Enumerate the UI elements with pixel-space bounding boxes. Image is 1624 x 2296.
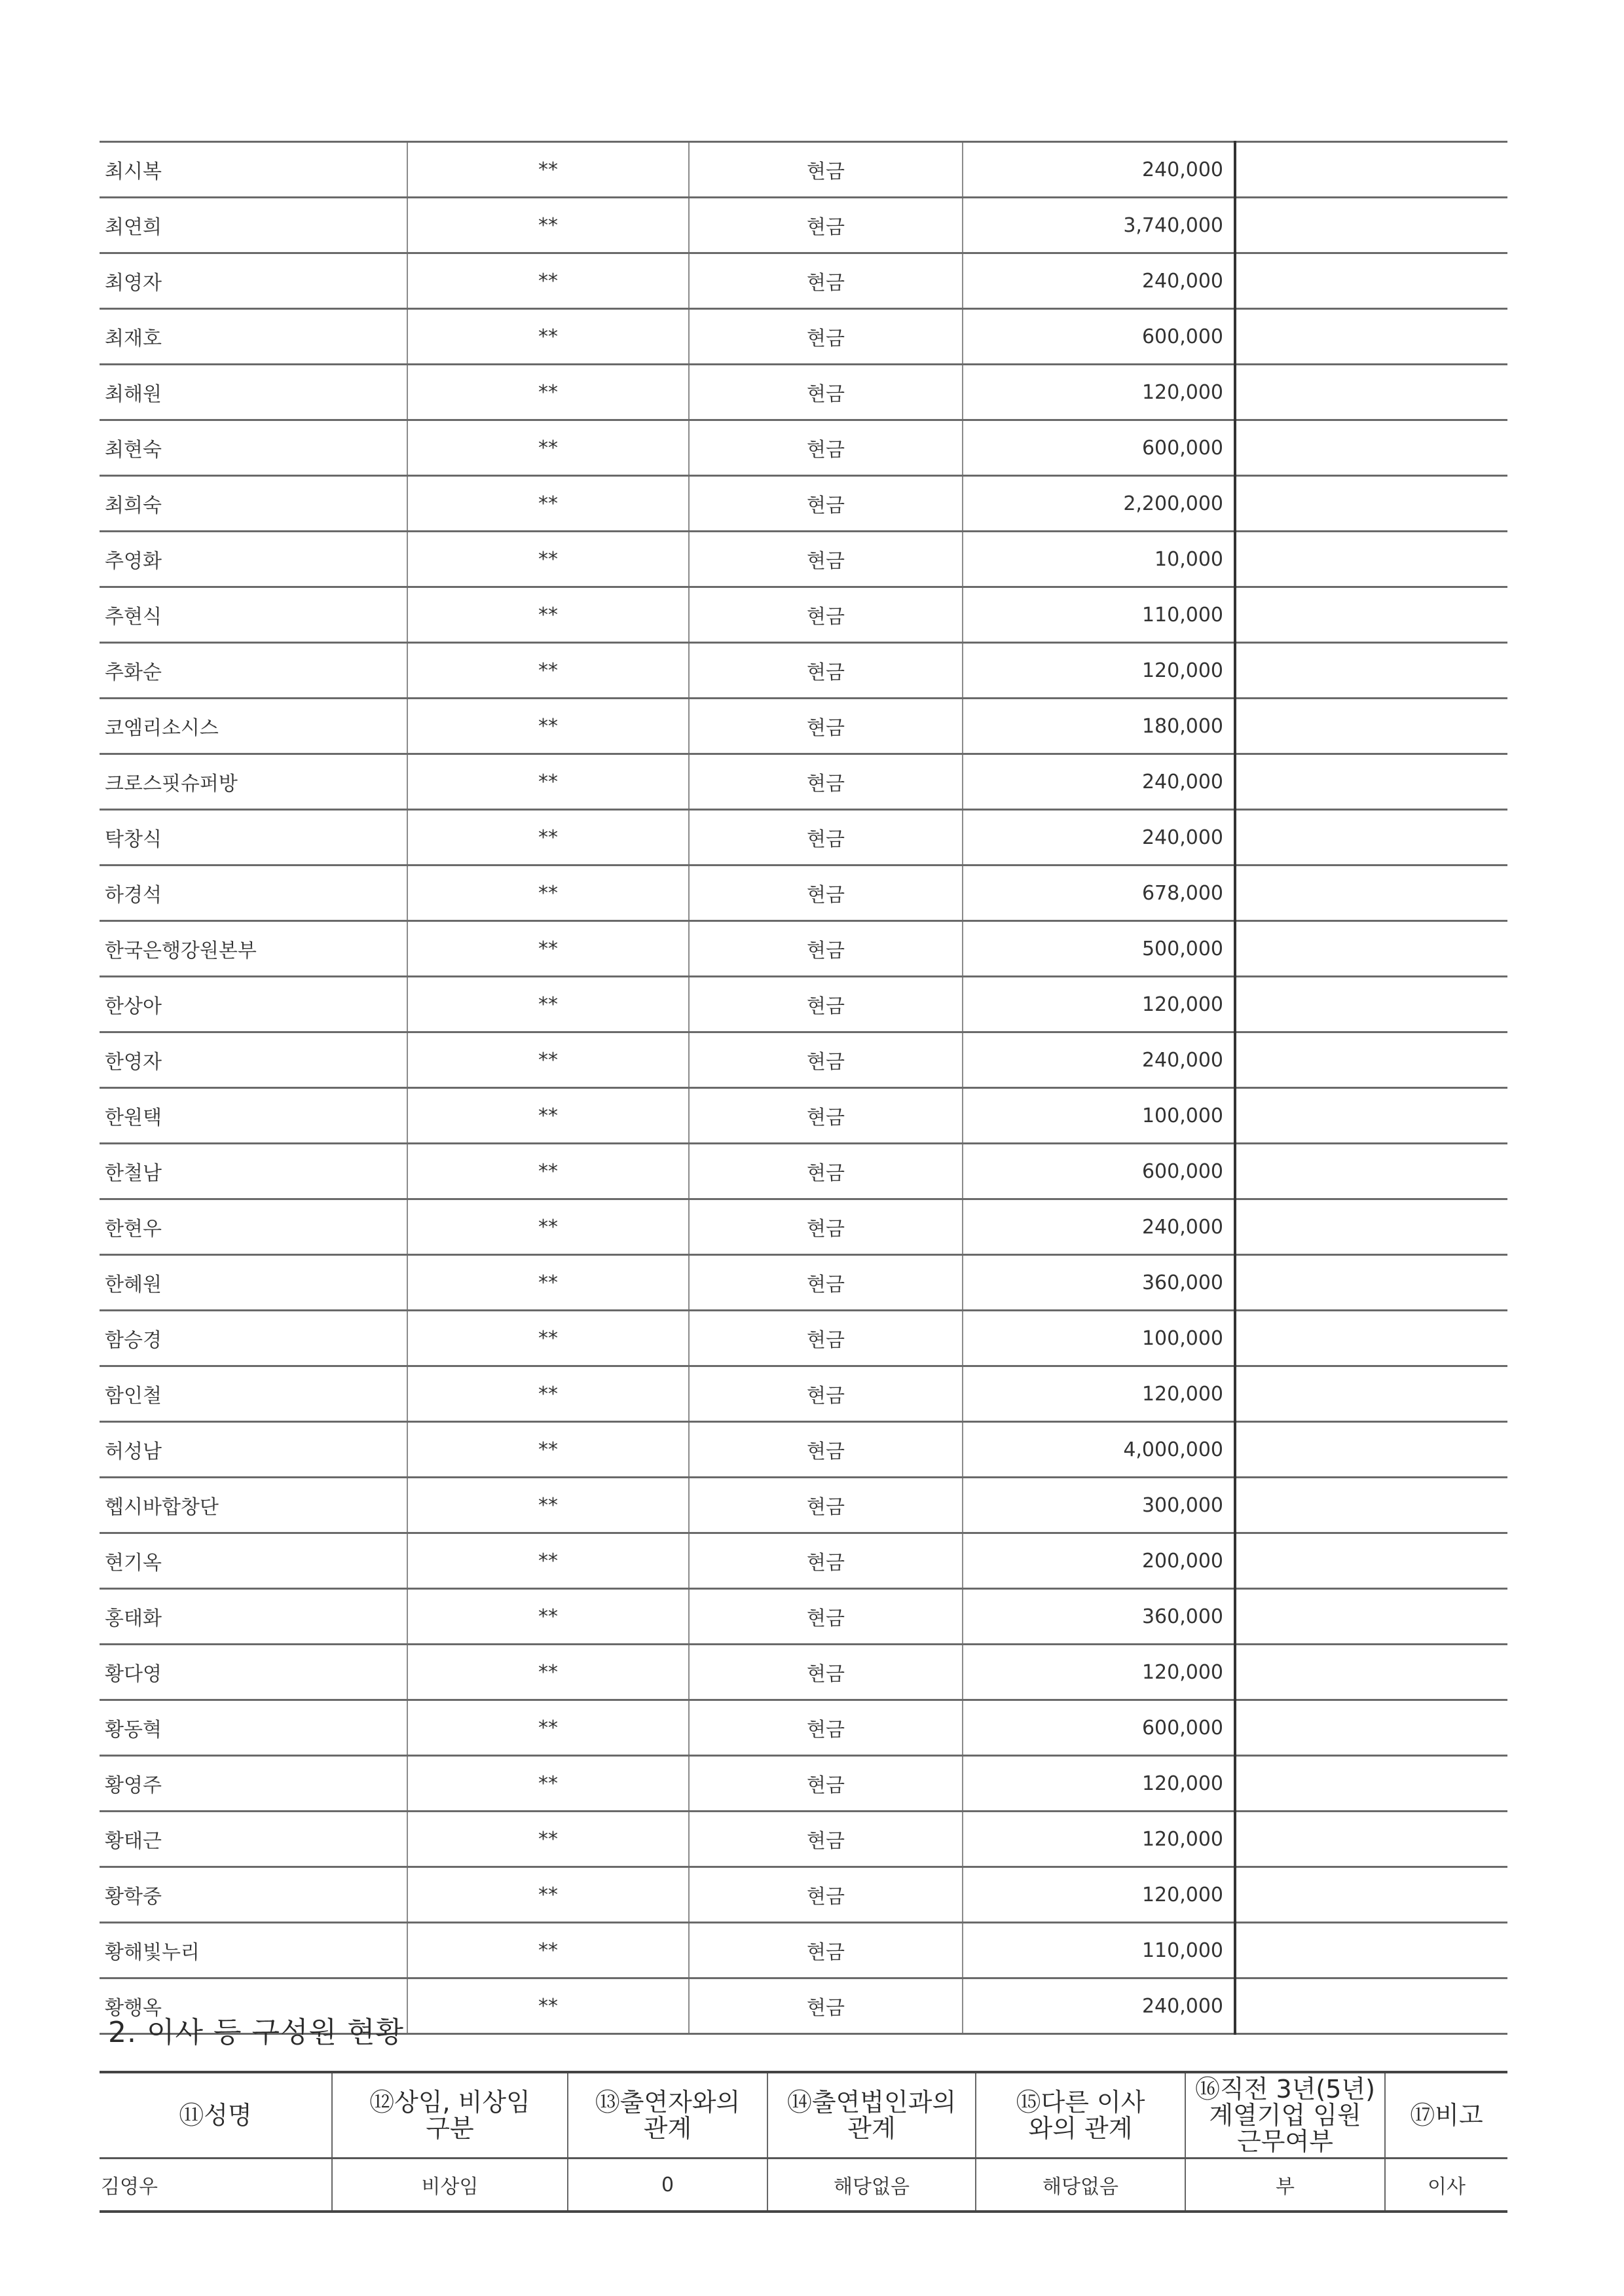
member-header-line: ⑭출연법인과의 <box>786 2088 957 2117</box>
donor-name-cell: 최연희 <box>100 198 407 253</box>
donor-name-cell: 황행옥 <box>100 1978 407 2034</box>
donor-note-cell <box>1235 1478 1507 1533</box>
donor-type-cell: 현금 <box>689 699 963 754</box>
member-cell: 비상임 <box>332 2159 568 2212</box>
donor-note-cell <box>1235 810 1507 866</box>
donor-type-cell: 현금 <box>689 1366 963 1422</box>
donor-id-cell: ** <box>407 420 689 476</box>
donor-type-cell: 현금 <box>689 1978 963 2034</box>
member-header-line: ⑰비고 <box>1410 2101 1483 2130</box>
member-header-line: 관계 <box>847 2114 896 2143</box>
table-row <box>100 142 1507 198</box>
donor-amount-cell: 600,000 <box>963 309 1235 365</box>
table-row <box>100 476 1507 532</box>
donor-note-cell <box>1235 1422 1507 1478</box>
donor-note-cell <box>1235 1199 1507 1255</box>
donor-id-cell: ** <box>407 810 689 866</box>
donor-note-cell <box>1235 1700 1507 1756</box>
donor-name-cell: 헵시바합창단 <box>100 1478 407 1533</box>
donor-name-cell: 황다영 <box>100 1645 407 1700</box>
donor-note-cell <box>1235 977 1507 1032</box>
donor-id-cell: ** <box>407 699 689 754</box>
donor-type-cell: 현금 <box>689 253 963 309</box>
donor-amount-cell: 110,000 <box>963 587 1235 643</box>
donor-name-cell: 한상아 <box>100 977 407 1032</box>
donor-id-cell: ** <box>407 1923 689 1978</box>
donor-type-cell: 현금 <box>689 1700 963 1756</box>
donor-name-cell: 추현식 <box>100 587 407 643</box>
donor-id-cell: ** <box>407 1756 689 1812</box>
table-row <box>100 1255 1507 1311</box>
table-row <box>100 1032 1507 1088</box>
donor-amount-cell: 240,000 <box>963 1199 1235 1255</box>
table-row <box>100 643 1507 699</box>
donor-amount-cell: 3,740,000 <box>963 198 1235 253</box>
donor-id-cell: ** <box>407 1311 689 1366</box>
table-row <box>100 2159 1507 2212</box>
member-header-line: 계열기업 임원 <box>1209 2101 1361 2130</box>
donor-id-cell: ** <box>407 1088 689 1144</box>
donor-name-cell: 한혜원 <box>100 1255 407 1311</box>
donor-note-cell <box>1235 1255 1507 1311</box>
member-header-line: ⑯직전 3년(5년) <box>1195 2075 1375 2104</box>
donor-note-cell <box>1235 1923 1507 1978</box>
donor-amount-cell: 240,000 <box>963 810 1235 866</box>
donor-amount-cell: 10,000 <box>963 532 1235 587</box>
donor-id-cell: ** <box>407 1589 689 1645</box>
donor-type-cell: 현금 <box>689 1589 963 1645</box>
donor-name-cell: 황영주 <box>100 1756 407 1812</box>
donor-id-cell: ** <box>407 921 689 977</box>
donor-note-cell <box>1235 866 1507 921</box>
donor-amount-cell: 300,000 <box>963 1478 1235 1533</box>
donor-note-cell <box>1235 532 1507 587</box>
donor-name-cell: 최희숙 <box>100 476 407 532</box>
member-header-line: ⑬출연자와의 <box>595 2088 741 2117</box>
donor-id-cell: ** <box>407 1255 689 1311</box>
donor-amount-cell: 360,000 <box>963 1589 1235 1645</box>
donor-type-cell: 현금 <box>689 1645 963 1700</box>
table-row <box>100 1923 1507 1978</box>
donor-amount-cell: 180,000 <box>963 699 1235 754</box>
donor-note-cell <box>1235 1756 1507 1812</box>
donor-type-cell: 현금 <box>689 1311 963 1366</box>
member-header-line: ⑪성명 <box>179 2101 252 2130</box>
donor-type-cell: 현금 <box>689 476 963 532</box>
member-cell: 해당없음 <box>767 2159 976 2212</box>
member-header-line: 관계 <box>643 2114 692 2143</box>
table-row <box>100 1199 1507 1255</box>
table-row <box>100 1589 1507 1645</box>
donor-id-cell: ** <box>407 253 689 309</box>
member-header-cell <box>100 2072 332 2159</box>
donor-type-cell: 현금 <box>689 309 963 365</box>
member-header-line: 와의 관계 <box>1028 2114 1133 2143</box>
table-row <box>100 1645 1507 1700</box>
donor-name-cell: 한원택 <box>100 1088 407 1144</box>
donor-id-cell: ** <box>407 365 689 420</box>
donor-note-cell <box>1235 420 1507 476</box>
donor-name-cell: 하경석 <box>100 866 407 921</box>
donor-note-cell <box>1235 253 1507 309</box>
donor-type-cell: 현금 <box>689 866 963 921</box>
donor-name-cell: 크로스핏슈퍼방 <box>100 754 407 810</box>
donor-note-cell <box>1235 699 1507 754</box>
member-header-cell <box>976 2072 1185 2159</box>
donor-type-cell: 현금 <box>689 921 963 977</box>
donor-type-cell: 현금 <box>689 1032 963 1088</box>
donor-name-cell: 황동혁 <box>100 1700 407 1756</box>
donor-type-cell: 현금 <box>689 643 963 699</box>
table-row <box>100 1533 1507 1589</box>
member-header-line: ⑫상임, 비상임 <box>369 2088 530 2117</box>
donor-type-cell: 현금 <box>689 420 963 476</box>
donor-type-cell: 현금 <box>689 1422 963 1478</box>
member-table-body <box>100 2159 1507 2212</box>
donor-amount-cell: 120,000 <box>963 365 1235 420</box>
table-row <box>100 309 1507 365</box>
table-row <box>100 365 1507 420</box>
donor-name-cell: 한국은행강원본부 <box>100 921 407 977</box>
donor-type-cell: 현금 <box>689 198 963 253</box>
donor-amount-cell: 240,000 <box>963 1032 1235 1088</box>
donor-id-cell: ** <box>407 1366 689 1422</box>
donor-name-cell: 허성남 <box>100 1422 407 1478</box>
donor-name-cell: 황태근 <box>100 1812 407 1867</box>
donor-note-cell <box>1235 1812 1507 1867</box>
table-row <box>100 1756 1507 1812</box>
donor-type-cell: 현금 <box>689 1144 963 1199</box>
donor-amount-cell: 4,000,000 <box>963 1422 1235 1478</box>
donor-id-cell: ** <box>407 1422 689 1478</box>
donor-id-cell: ** <box>407 587 689 643</box>
donor-id-cell: ** <box>407 1867 689 1923</box>
member-header-line: ⑮다른 이사 <box>1016 2088 1145 2117</box>
donor-amount-cell: 600,000 <box>963 420 1235 476</box>
donor-note-cell <box>1235 309 1507 365</box>
donor-name-cell: 한영자 <box>100 1032 407 1088</box>
table-row <box>100 1366 1507 1422</box>
donor-id-cell: ** <box>407 1478 689 1533</box>
donor-type-cell: 현금 <box>689 754 963 810</box>
donor-note-cell <box>1235 643 1507 699</box>
donor-amount-cell: 2,200,000 <box>963 476 1235 532</box>
donor-id-cell: ** <box>407 532 689 587</box>
donor-note-cell <box>1235 1032 1507 1088</box>
donor-type-cell: 현금 <box>689 365 963 420</box>
table-row <box>100 532 1507 587</box>
table-row <box>100 977 1507 1032</box>
table-row <box>100 754 1507 810</box>
donor-note-cell <box>1235 1978 1507 2034</box>
table-row <box>100 1812 1507 1867</box>
table-row <box>100 1422 1507 1478</box>
donor-amount-cell: 200,000 <box>963 1533 1235 1589</box>
donor-note-cell <box>1235 142 1507 198</box>
donor-amount-cell: 600,000 <box>963 1700 1235 1756</box>
donor-type-cell: 현금 <box>689 1088 963 1144</box>
donor-type-cell: 현금 <box>689 1812 963 1867</box>
donor-type-cell: 현금 <box>689 532 963 587</box>
donor-id-cell: ** <box>407 1032 689 1088</box>
donor-amount-cell: 240,000 <box>963 142 1235 198</box>
table-row <box>100 253 1507 309</box>
donor-name-cell: 최해원 <box>100 365 407 420</box>
table-row <box>100 1700 1507 1756</box>
donor-name-cell: 홍태화 <box>100 1589 407 1645</box>
donor-name-cell: 추영화 <box>100 532 407 587</box>
table-row <box>100 1088 1507 1144</box>
donor-note-cell <box>1235 1867 1507 1923</box>
member-header-cell <box>568 2072 767 2159</box>
table-row <box>100 1144 1507 1199</box>
donor-note-cell <box>1235 1366 1507 1422</box>
donor-name-cell: 추화순 <box>100 643 407 699</box>
donor-amount-cell: 120,000 <box>963 1812 1235 1867</box>
donor-id-cell: ** <box>407 142 689 198</box>
donor-type-cell: 현금 <box>689 142 963 198</box>
donor-amount-cell: 100,000 <box>963 1088 1235 1144</box>
donor-type-cell: 현금 <box>689 1255 963 1311</box>
donor-id-cell: ** <box>407 198 689 253</box>
donor-amount-cell: 120,000 <box>963 643 1235 699</box>
donor-table <box>100 141 1507 2035</box>
donor-id-cell: ** <box>407 754 689 810</box>
donor-name-cell: 한현우 <box>100 1199 407 1255</box>
donor-id-cell: ** <box>407 1700 689 1756</box>
table-row <box>100 810 1507 866</box>
member-header-cell <box>1185 2072 1385 2159</box>
donor-name-cell: 최재호 <box>100 309 407 365</box>
donor-amount-cell: 240,000 <box>963 1978 1235 2034</box>
donor-name-cell: 최시복 <box>100 142 407 198</box>
donor-note-cell <box>1235 1645 1507 1700</box>
donor-amount-cell: 678,000 <box>963 866 1235 921</box>
donor-type-cell: 현금 <box>689 1199 963 1255</box>
donor-id-cell: ** <box>407 1645 689 1700</box>
donor-id-cell: ** <box>407 476 689 532</box>
donor-note-cell <box>1235 587 1507 643</box>
table-row <box>100 1478 1507 1533</box>
table-row <box>100 1867 1507 1923</box>
member-cell: 해당없음 <box>976 2159 1185 2212</box>
member-header-line: 구분 <box>426 2114 474 2143</box>
donor-name-cell: 함승경 <box>100 1311 407 1366</box>
donor-amount-cell: 120,000 <box>963 1645 1235 1700</box>
donor-id-cell: ** <box>407 1144 689 1199</box>
member-header-cell <box>767 2072 976 2159</box>
donor-note-cell <box>1235 1533 1507 1589</box>
donor-name-cell: 코엠리소시스 <box>100 699 407 754</box>
donor-note-cell <box>1235 1088 1507 1144</box>
donor-type-cell: 현금 <box>689 1867 963 1923</box>
member-cell: 부 <box>1185 2159 1385 2212</box>
donor-amount-cell: 100,000 <box>963 1311 1235 1366</box>
donor-id-cell: ** <box>407 1812 689 1867</box>
table-row <box>100 699 1507 754</box>
donor-amount-cell: 120,000 <box>963 1756 1235 1812</box>
donor-id-cell: ** <box>407 1978 689 2034</box>
donor-name-cell: 황해빛누리 <box>100 1923 407 1978</box>
donor-note-cell <box>1235 476 1507 532</box>
table-row <box>100 866 1507 921</box>
donor-amount-cell: 360,000 <box>963 1255 1235 1311</box>
table-row <box>100 1311 1507 1366</box>
donor-note-cell <box>1235 921 1507 977</box>
donor-type-cell: 현금 <box>689 1533 963 1589</box>
member-cell: 김영우 <box>100 2159 332 2212</box>
member-header-cell <box>1385 2072 1507 2159</box>
donor-name-cell: 최현숙 <box>100 420 407 476</box>
donor-id-cell: ** <box>407 309 689 365</box>
donor-amount-cell: 240,000 <box>963 754 1235 810</box>
donor-name-cell: 황학중 <box>100 1867 407 1923</box>
table-row <box>100 420 1507 476</box>
table-row <box>100 587 1507 643</box>
table-row <box>100 921 1507 977</box>
member-cell: 이사 <box>1385 2159 1507 2212</box>
member-table <box>100 2071 1507 2213</box>
donor-id-cell: ** <box>407 977 689 1032</box>
donor-name-cell: 탁창식 <box>100 810 407 866</box>
donor-type-cell: 현금 <box>689 587 963 643</box>
member-table-header <box>100 2072 1507 2159</box>
donor-amount-cell: 500,000 <box>963 921 1235 977</box>
donor-amount-cell: 120,000 <box>963 1867 1235 1923</box>
donor-type-cell: 현금 <box>689 1478 963 1533</box>
donor-amount-cell: 110,000 <box>963 1923 1235 1978</box>
donor-name-cell: 현기옥 <box>100 1533 407 1589</box>
donor-type-cell: 현금 <box>689 977 963 1032</box>
donor-note-cell <box>1235 365 1507 420</box>
donor-note-cell <box>1235 754 1507 810</box>
donor-name-cell: 최영자 <box>100 253 407 309</box>
donor-amount-cell: 120,000 <box>963 1366 1235 1422</box>
donor-note-cell <box>1235 1589 1507 1645</box>
donor-id-cell: ** <box>407 643 689 699</box>
donor-table-body <box>100 142 1507 2034</box>
donor-amount-cell: 120,000 <box>963 977 1235 1032</box>
member-cell: 0 <box>568 2159 767 2212</box>
table-row <box>100 198 1507 253</box>
donor-note-cell <box>1235 198 1507 253</box>
donor-id-cell: ** <box>407 866 689 921</box>
donor-amount-cell: 240,000 <box>963 253 1235 309</box>
donor-type-cell: 현금 <box>689 1923 963 1978</box>
donor-name-cell: 함인철 <box>100 1366 407 1422</box>
donor-id-cell: ** <box>407 1199 689 1255</box>
donor-amount-cell: 600,000 <box>963 1144 1235 1199</box>
donor-id-cell: ** <box>407 1533 689 1589</box>
donor-name-cell: 한철남 <box>100 1144 407 1199</box>
donor-note-cell <box>1235 1311 1507 1366</box>
donor-note-cell <box>1235 1144 1507 1199</box>
member-header-cell <box>332 2072 568 2159</box>
member-header-line: 근무여부 <box>1237 2127 1333 2156</box>
donor-type-cell: 현금 <box>689 810 963 866</box>
donor-type-cell: 현금 <box>689 1756 963 1812</box>
section-title: 2. 이사 등 구성원 현황 <box>108 2016 404 2049</box>
